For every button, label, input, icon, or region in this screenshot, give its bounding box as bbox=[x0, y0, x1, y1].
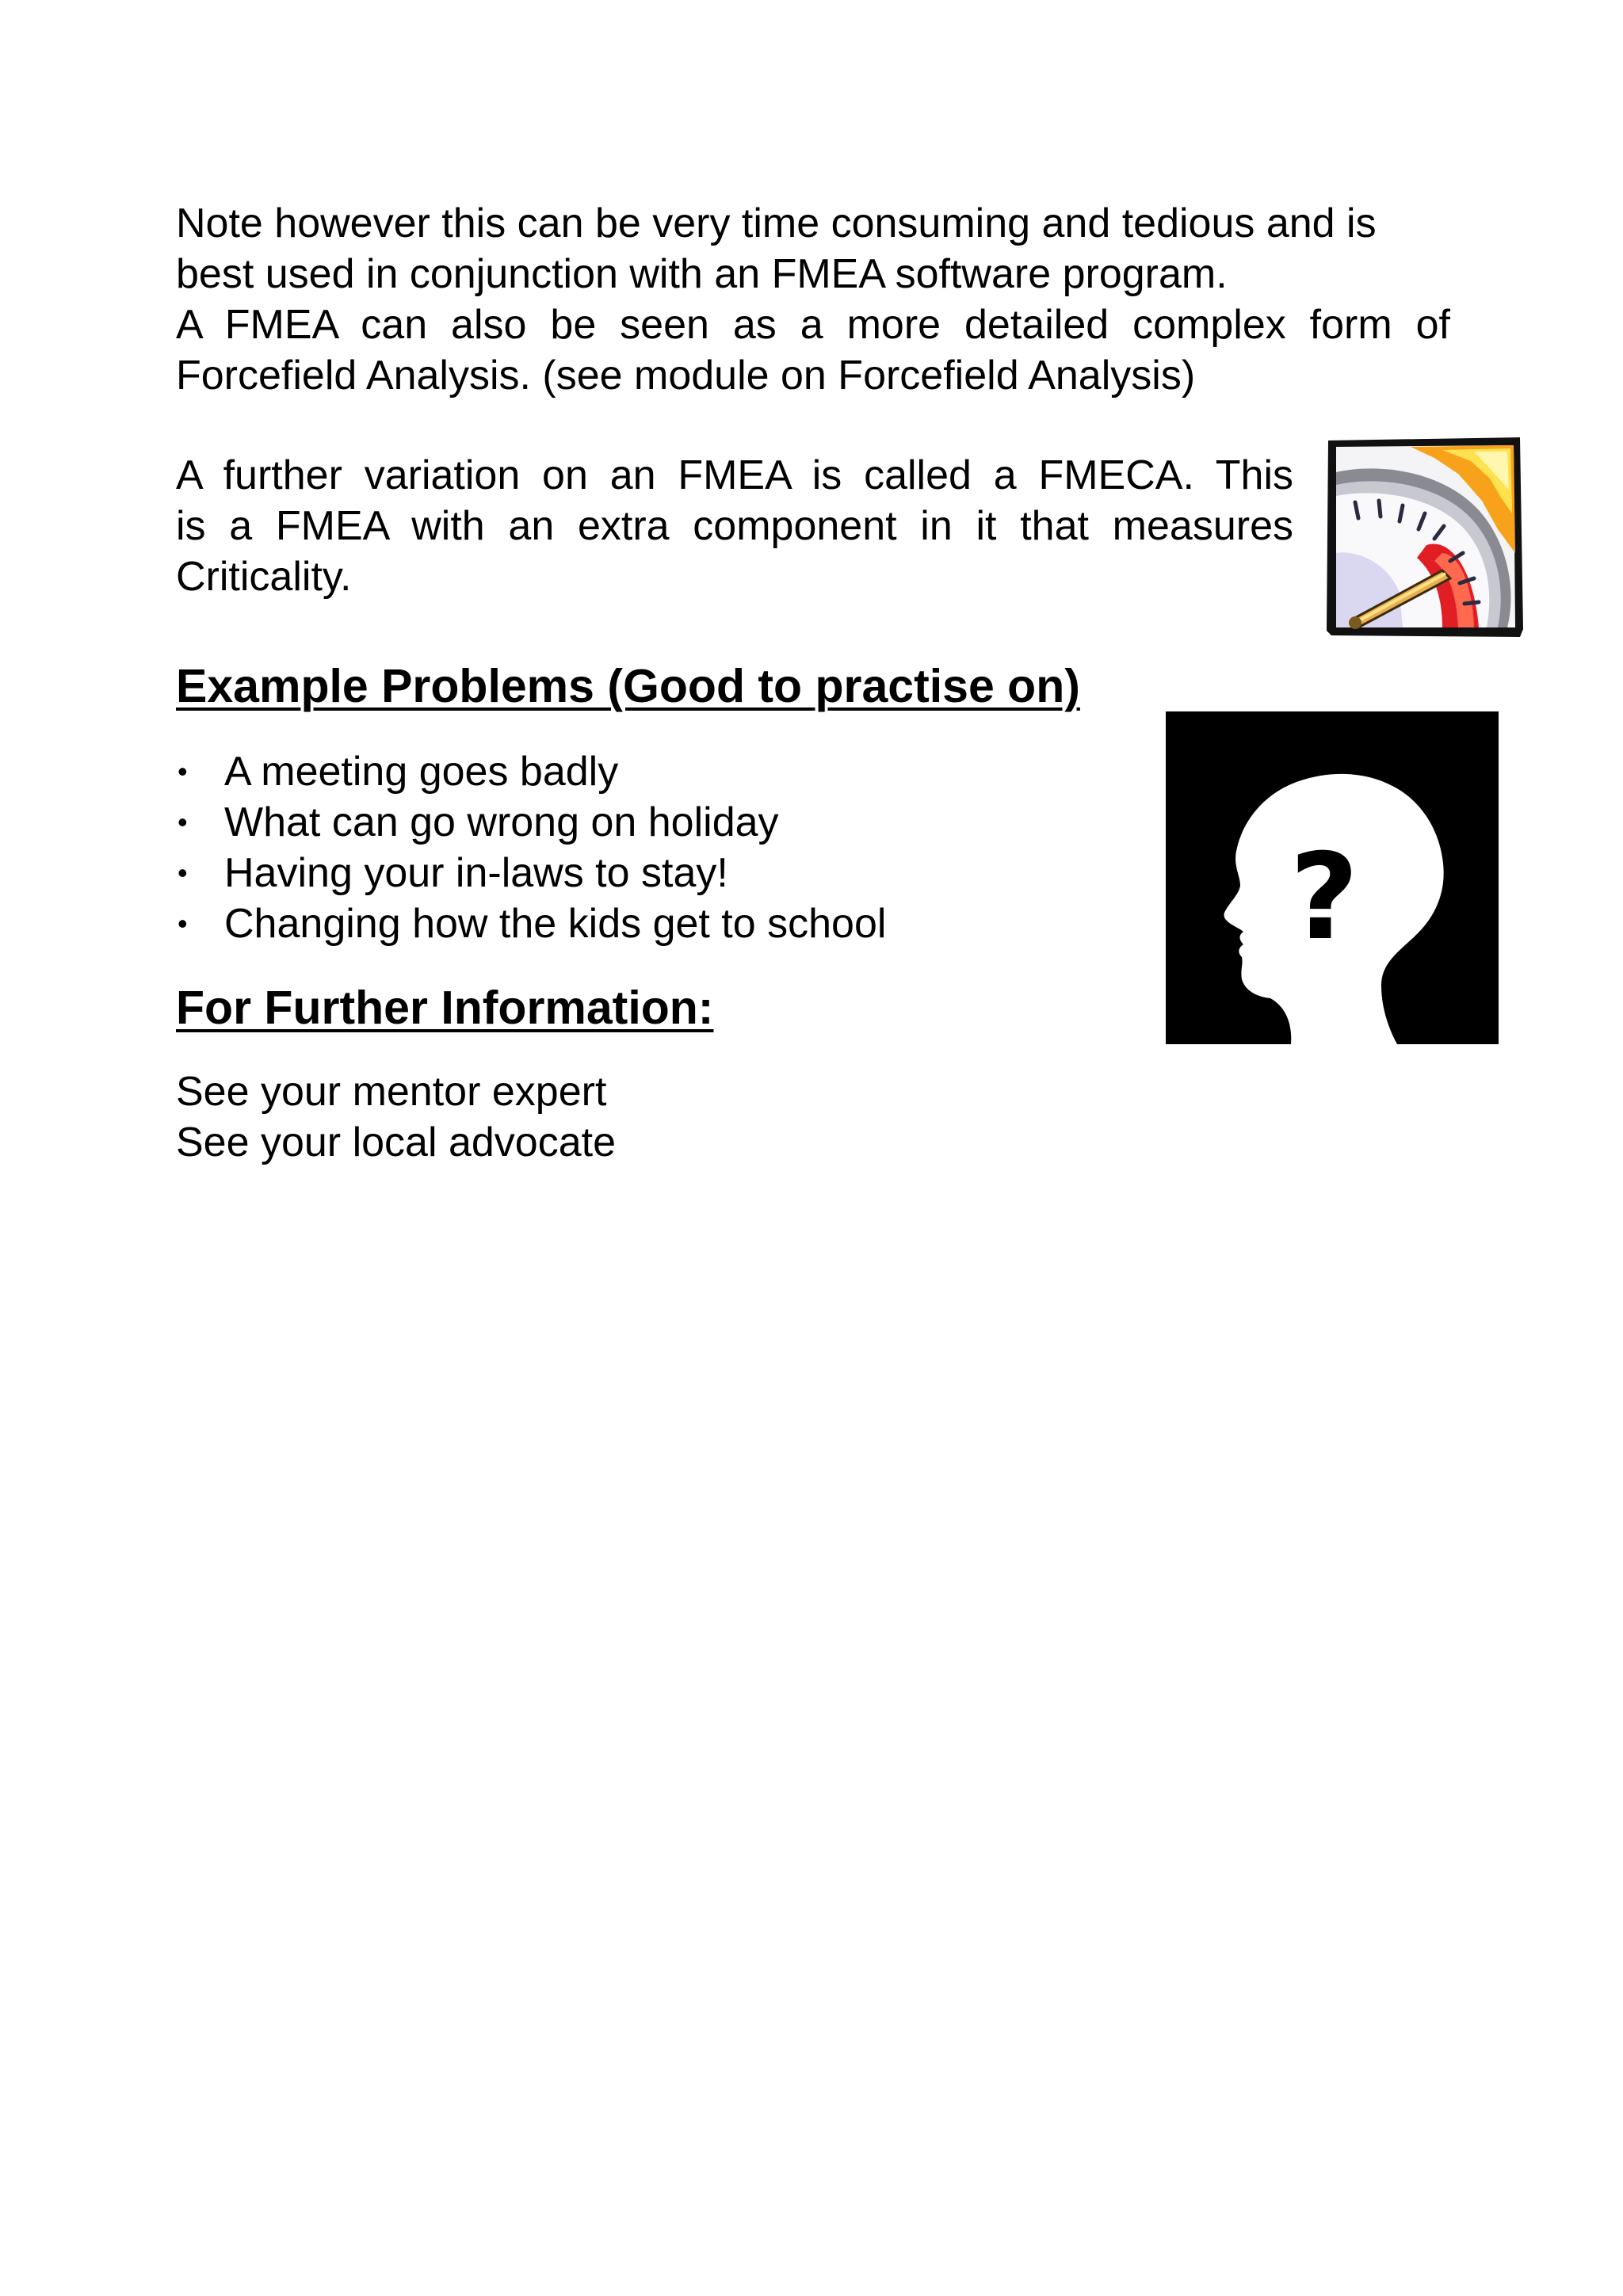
bullet-icon: • bbox=[178, 907, 188, 940]
bullet-icon: • bbox=[178, 856, 188, 889]
bullet-icon: • bbox=[178, 755, 188, 788]
further-information-heading: For Further Information: bbox=[176, 982, 714, 1034]
paragraph1-line3: A FMEA can also be seen as a more detailed complex form of bbox=[176, 302, 1450, 348]
paragraph2-line3: Criticality. bbox=[176, 554, 352, 600]
paragraph1-line2: best used in conjunction with an FMEA software program. bbox=[176, 251, 1228, 297]
paragraph2-line2: is a FMEA with an extra component in it that measures bbox=[176, 503, 1293, 549]
list-item-text: Changing how the kids get to school bbox=[224, 901, 887, 947]
list-item-text: Having your in-laws to stay! bbox=[224, 850, 728, 896]
question-mark-glyph: ? bbox=[1289, 829, 1359, 967]
gauge-icon bbox=[1323, 434, 1526, 640]
question-head-icon bbox=[1166, 711, 1499, 1044]
paragraph1-line4: Forcefield Analysis. (see module on Forcefield Analysis) bbox=[176, 353, 1196, 399]
further-information-line1: See your mentor expert bbox=[176, 1069, 607, 1115]
paragraph2-line1: A further variation on an FMEA is called a FMECA. This bbox=[176, 452, 1293, 498]
further-information-line2: See your local advocate bbox=[176, 1119, 617, 1165]
list-item-text: What can go wrong on holiday bbox=[224, 799, 779, 845]
list-item-text: A meeting goes badly bbox=[224, 749, 619, 795]
example-problems-heading: Example Problems (Good to practise on) bbox=[176, 660, 1080, 712]
bullet-icon: • bbox=[178, 806, 188, 838]
paragraph1-line1: Note however this can be very time consuming and tedious and is bbox=[176, 200, 1377, 246]
